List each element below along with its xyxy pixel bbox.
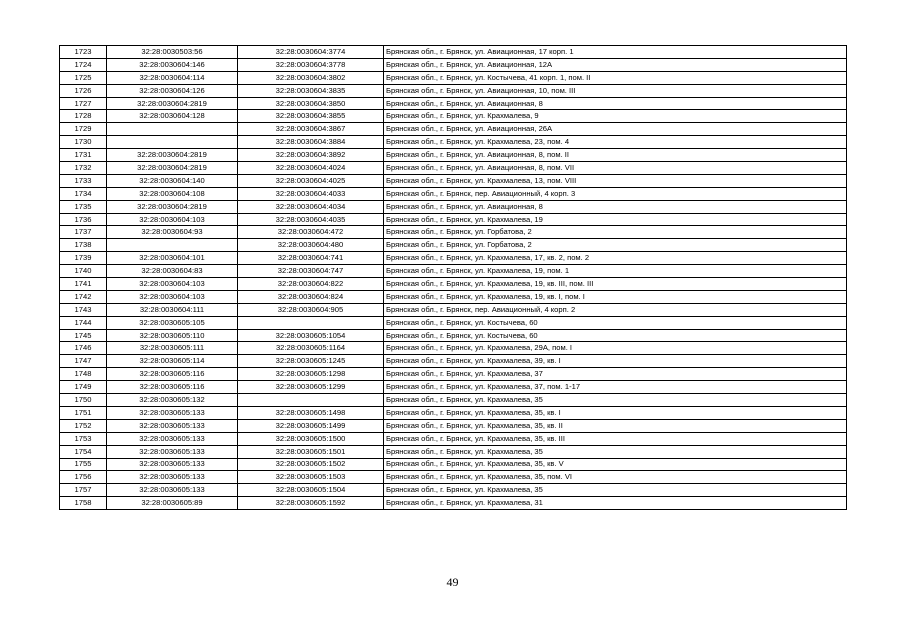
row-number-cell: 1749 bbox=[60, 381, 107, 394]
land-cadastral-number-cell: 32:28:0030605:133 bbox=[107, 432, 238, 445]
table-row bbox=[60, 471, 847, 484]
row-number-cell: 1740 bbox=[60, 265, 107, 278]
table-row bbox=[60, 394, 847, 407]
building-cadastral-number-cell: 32:28:0030604:4025 bbox=[238, 174, 384, 187]
building-cadastral-number-cell: 32:28:0030604:4024 bbox=[238, 162, 384, 175]
building-cadastral-number-cell: 32:28:0030604:3892 bbox=[238, 149, 384, 162]
building-cadastral-number-cell: 32:28:0030605:1245 bbox=[238, 355, 384, 368]
row-number-cell: 1752 bbox=[60, 419, 107, 432]
table-row bbox=[60, 162, 847, 175]
address-cell: Брянская обл., г. Брянск, ул. Горбатова, 2 bbox=[384, 226, 847, 239]
land-cadastral-number-cell: 32:28:0030605:133 bbox=[107, 419, 238, 432]
row-number-cell: 1727 bbox=[60, 97, 107, 110]
address-cell: Брянская обл., г. Брянск, ул. Крахмалева, 13, пом. VIII bbox=[384, 174, 847, 187]
table-row bbox=[60, 84, 847, 97]
table-row bbox=[60, 432, 847, 445]
address-cell: Брянская обл., г. Брянск, ул. Костычева, 60 bbox=[384, 329, 847, 342]
address-cell: Брянская обл., г. Брянск, ул. Крахмалева, 37, пом. 1-17 bbox=[384, 381, 847, 394]
address-cell: Брянская обл., г. Брянск, ул. Крахмалева, 9 bbox=[384, 110, 847, 123]
building-cadastral-number-cell: 32:28:0030605:1502 bbox=[238, 458, 384, 471]
building-cadastral-number-cell: 32:28:0030605:1500 bbox=[238, 432, 384, 445]
land-cadastral-number-cell: 32:28:0030605:133 bbox=[107, 445, 238, 458]
land-cadastral-number-cell: 32:28:0030604:111 bbox=[107, 303, 238, 316]
row-number-cell: 1732 bbox=[60, 162, 107, 175]
address-cell: Брянская обл., г. Брянск, пер. Авиационный, 4 корп. 3 bbox=[384, 187, 847, 200]
building-cadastral-number-cell: 32:28:0030605:1164 bbox=[238, 342, 384, 355]
address-cell: Брянская обл., г. Брянск, ул. Крахмалева, 19, пом. 1 bbox=[384, 265, 847, 278]
table-row bbox=[60, 110, 847, 123]
building-cadastral-number-cell: 32:28:0030604:3835 bbox=[238, 84, 384, 97]
table-row bbox=[60, 252, 847, 265]
building-cadastral-number-cell: 32:28:0030604:822 bbox=[238, 278, 384, 291]
address-cell: Брянская обл., г. Брянск, ул. Крахмалева, 35, кв. I bbox=[384, 406, 847, 419]
land-cadastral-number-cell: 32:28:0030604:83 bbox=[107, 265, 238, 278]
cadastral-table bbox=[59, 45, 847, 510]
table-row bbox=[60, 497, 847, 510]
land-cadastral-number-cell: 32:28:0030604:126 bbox=[107, 84, 238, 97]
building-cadastral-number-cell: 32:28:0030605:1299 bbox=[238, 381, 384, 394]
table-row bbox=[60, 239, 847, 252]
land-cadastral-number-cell: 32:28:0030503:56 bbox=[107, 46, 238, 59]
land-cadastral-number-cell: 32:28:0030605:105 bbox=[107, 316, 238, 329]
table-row bbox=[60, 290, 847, 303]
land-cadastral-number-cell: 32:28:0030604:103 bbox=[107, 213, 238, 226]
row-number-cell: 1725 bbox=[60, 71, 107, 84]
land-cadastral-number-cell: 32:28:0030604:101 bbox=[107, 252, 238, 265]
address-cell: Брянская обл., г. Брянск, ул. Крахмалева, 35, пом. VI bbox=[384, 471, 847, 484]
building-cadastral-number-cell: 32:28:0030604:3884 bbox=[238, 136, 384, 149]
building-cadastral-number-cell: 32:28:0030604:4033 bbox=[238, 187, 384, 200]
address-cell: Брянская обл., г. Брянск, ул. Авиационная, 8, пом. VII bbox=[384, 162, 847, 175]
building-cadastral-number-cell: 32:28:0030604:4034 bbox=[238, 200, 384, 213]
address-cell: Брянская обл., г. Брянск, ул. Крахмалева, 35 bbox=[384, 484, 847, 497]
land-cadastral-number-cell: 32:28:0030605:89 bbox=[107, 497, 238, 510]
row-number-cell: 1724 bbox=[60, 58, 107, 71]
building-cadastral-number-cell: 32:28:0030605:1592 bbox=[238, 497, 384, 510]
land-cadastral-number-cell: 32:28:0030604:114 bbox=[107, 71, 238, 84]
address-cell: Брянская обл., г. Брянск, пер. Авиационный, 4 корп. 2 bbox=[384, 303, 847, 316]
table-row bbox=[60, 342, 847, 355]
land-cadastral-number-cell bbox=[107, 123, 238, 136]
row-number-cell: 1750 bbox=[60, 394, 107, 407]
address-cell: Брянская обл., г. Брянск, ул. Авиационная, 8, пом. II bbox=[384, 149, 847, 162]
table-row bbox=[60, 406, 847, 419]
table-row bbox=[60, 329, 847, 342]
address-cell: Брянская обл., г. Брянск, ул. Крахмалева, 35, кв. III bbox=[384, 432, 847, 445]
row-number-cell: 1731 bbox=[60, 149, 107, 162]
address-cell: Брянская обл., г. Брянск, ул. Крахмалева, 35, кв. V bbox=[384, 458, 847, 471]
row-number-cell: 1723 bbox=[60, 46, 107, 59]
table-row bbox=[60, 419, 847, 432]
address-cell: Брянская обл., г. Брянск, ул. Крахмалева, 35 bbox=[384, 394, 847, 407]
land-cadastral-number-cell: 32:28:0030605:116 bbox=[107, 381, 238, 394]
row-number-cell: 1726 bbox=[60, 84, 107, 97]
building-cadastral-number-cell: 32:28:0030605:1054 bbox=[238, 329, 384, 342]
row-number-cell: 1741 bbox=[60, 278, 107, 291]
table-row bbox=[60, 316, 847, 329]
address-cell: Брянская обл., г. Брянск, ул. Крахмалева, 29А, пом. I bbox=[384, 342, 847, 355]
land-cadastral-number-cell: 32:28:0030604:103 bbox=[107, 278, 238, 291]
row-number-cell: 1751 bbox=[60, 406, 107, 419]
page-number: 49 bbox=[446, 575, 459, 589]
row-number-cell: 1753 bbox=[60, 432, 107, 445]
building-cadastral-number-cell bbox=[238, 394, 384, 407]
building-cadastral-number-cell: 32:28:0030604:4035 bbox=[238, 213, 384, 226]
table-row bbox=[60, 213, 847, 226]
table-row bbox=[60, 368, 847, 381]
address-cell: Брянская обл., г. Брянск, ул. Авиационная, 12А bbox=[384, 58, 847, 71]
building-cadastral-number-cell: 32:28:0030605:1501 bbox=[238, 445, 384, 458]
table-row bbox=[60, 381, 847, 394]
land-cadastral-number-cell: 32:28:0030604:2819 bbox=[107, 200, 238, 213]
building-cadastral-number-cell: 32:28:0030604:3850 bbox=[238, 97, 384, 110]
row-number-cell: 1757 bbox=[60, 484, 107, 497]
land-cadastral-number-cell: 32:28:0030605:116 bbox=[107, 368, 238, 381]
row-number-cell: 1742 bbox=[60, 290, 107, 303]
land-cadastral-number-cell: 32:28:0030604:2819 bbox=[107, 162, 238, 175]
land-cadastral-number-cell: 32:28:0030605:114 bbox=[107, 355, 238, 368]
row-number-cell: 1744 bbox=[60, 316, 107, 329]
building-cadastral-number-cell: 32:28:0030604:741 bbox=[238, 252, 384, 265]
table-row bbox=[60, 149, 847, 162]
table-row bbox=[60, 458, 847, 471]
row-number-cell: 1733 bbox=[60, 174, 107, 187]
address-cell: Брянская обл., г. Брянск, ул. Костычева, 60 bbox=[384, 316, 847, 329]
building-cadastral-number-cell: 32:28:0030604:3867 bbox=[238, 123, 384, 136]
address-cell: Брянская обл., г. Брянск, ул. Крахмалева, 35, кв. II bbox=[384, 419, 847, 432]
address-cell: Брянская обл., г. Брянск, ул. Авиационная, 10, пом. III bbox=[384, 84, 847, 97]
row-number-cell: 1728 bbox=[60, 110, 107, 123]
table-row bbox=[60, 97, 847, 110]
land-cadastral-number-cell: 32:28:0030605:133 bbox=[107, 458, 238, 471]
address-cell: Брянская обл., г. Брянск, ул. Авиационная, 8 bbox=[384, 200, 847, 213]
land-cadastral-number-cell: 32:28:0030604:2819 bbox=[107, 149, 238, 162]
row-number-cell: 1756 bbox=[60, 471, 107, 484]
row-number-cell: 1758 bbox=[60, 497, 107, 510]
land-cadastral-number-cell: 32:28:0030604:93 bbox=[107, 226, 238, 239]
building-cadastral-number-cell: 32:28:0030604:747 bbox=[238, 265, 384, 278]
table-row bbox=[60, 58, 847, 71]
address-cell: Брянская обл., г. Брянск, ул. Авиационная, 17 корп. 1 bbox=[384, 46, 847, 59]
building-cadastral-number-cell: 32:28:0030605:1499 bbox=[238, 419, 384, 432]
table-row bbox=[60, 355, 847, 368]
row-number-cell: 1737 bbox=[60, 226, 107, 239]
land-cadastral-number-cell: 32:28:0030604:140 bbox=[107, 174, 238, 187]
table-row bbox=[60, 200, 847, 213]
building-cadastral-number-cell: 32:28:0030605:1298 bbox=[238, 368, 384, 381]
address-cell: Брянская обл., г. Брянск, ул. Крахмалева, 23, пом. 4 bbox=[384, 136, 847, 149]
land-cadastral-number-cell: 32:28:0030605:132 bbox=[107, 394, 238, 407]
land-cadastral-number-cell: 32:28:0030604:2819 bbox=[107, 97, 238, 110]
land-cadastral-number-cell: 32:28:0030604:103 bbox=[107, 290, 238, 303]
table-row bbox=[60, 174, 847, 187]
table-row bbox=[60, 71, 847, 84]
table-row bbox=[60, 278, 847, 291]
table-row bbox=[60, 484, 847, 497]
land-cadastral-number-cell: 32:28:0030605:133 bbox=[107, 406, 238, 419]
address-cell: Брянская обл., г. Брянск, ул. Крахмалева, 37 bbox=[384, 368, 847, 381]
address-cell: Брянская обл., г. Брянск, ул. Костычева, 41 корп. 1, пом. II bbox=[384, 71, 847, 84]
row-number-cell: 1747 bbox=[60, 355, 107, 368]
row-number-cell: 1735 bbox=[60, 200, 107, 213]
table-row bbox=[60, 226, 847, 239]
land-cadastral-number-cell: 32:28:0030604:108 bbox=[107, 187, 238, 200]
building-cadastral-number-cell: 32:28:0030604:905 bbox=[238, 303, 384, 316]
row-number-cell: 1754 bbox=[60, 445, 107, 458]
building-cadastral-number-cell: 32:28:0030604:480 bbox=[238, 239, 384, 252]
address-cell: Брянская обл., г. Брянск, ул. Авиационная, 8 bbox=[384, 97, 847, 110]
building-cadastral-number-cell: 32:28:0030604:472 bbox=[238, 226, 384, 239]
row-number-cell: 1755 bbox=[60, 458, 107, 471]
building-cadastral-number-cell: 32:28:0030604:3774 bbox=[238, 46, 384, 59]
row-number-cell: 1729 bbox=[60, 123, 107, 136]
address-cell: Брянская обл., г. Брянск, ул. Крахмалева, 19, кв. I, пом. I bbox=[384, 290, 847, 303]
table-row bbox=[60, 123, 847, 136]
table-row bbox=[60, 445, 847, 458]
land-cadastral-number-cell bbox=[107, 136, 238, 149]
land-cadastral-number-cell: 32:28:0030605:133 bbox=[107, 484, 238, 497]
building-cadastral-number-cell: 32:28:0030604:3855 bbox=[238, 110, 384, 123]
building-cadastral-number-cell: 32:28:0030605:1498 bbox=[238, 406, 384, 419]
land-cadastral-number-cell: 32:28:0030604:128 bbox=[107, 110, 238, 123]
table-row bbox=[60, 136, 847, 149]
table-row bbox=[60, 187, 847, 200]
land-cadastral-number-cell: 32:28:0030604:146 bbox=[107, 58, 238, 71]
land-cadastral-number-cell: 32:28:0030605:110 bbox=[107, 329, 238, 342]
table-row bbox=[60, 303, 847, 316]
table-row bbox=[60, 46, 847, 59]
land-cadastral-number-cell: 32:28:0030605:133 bbox=[107, 471, 238, 484]
land-cadastral-number-cell: 32:28:0030605:111 bbox=[107, 342, 238, 355]
address-cell: Брянская обл., г. Брянск, ул. Крахмалева, 19, кв. III, пом. III bbox=[384, 278, 847, 291]
row-number-cell: 1739 bbox=[60, 252, 107, 265]
address-cell: Брянская обл., г. Брянск, ул. Горбатова, 2 bbox=[384, 239, 847, 252]
building-cadastral-number-cell: 32:28:0030604:3802 bbox=[238, 71, 384, 84]
row-number-cell: 1730 bbox=[60, 136, 107, 149]
building-cadastral-number-cell bbox=[238, 316, 384, 329]
table-row bbox=[60, 265, 847, 278]
row-number-cell: 1734 bbox=[60, 187, 107, 200]
address-cell: Брянская обл., г. Брянск, ул. Крахмалева, 17, кв. 2, пом. 2 bbox=[384, 252, 847, 265]
row-number-cell: 1745 bbox=[60, 329, 107, 342]
row-number-cell: 1743 bbox=[60, 303, 107, 316]
building-cadastral-number-cell: 32:28:0030605:1503 bbox=[238, 471, 384, 484]
row-number-cell: 1748 bbox=[60, 368, 107, 381]
land-cadastral-number-cell bbox=[107, 239, 238, 252]
row-number-cell: 1746 bbox=[60, 342, 107, 355]
address-cell: Брянская обл., г. Брянск, ул. Крахмалева, 39, кв. I bbox=[384, 355, 847, 368]
row-number-cell: 1738 bbox=[60, 239, 107, 252]
table-body bbox=[60, 46, 847, 510]
address-cell: Брянская обл., г. Брянск, ул. Крахмалева, 35 bbox=[384, 445, 847, 458]
row-number-cell: 1736 bbox=[60, 213, 107, 226]
building-cadastral-number-cell: 32:28:0030605:1504 bbox=[238, 484, 384, 497]
building-cadastral-number-cell: 32:28:0030604:3778 bbox=[238, 58, 384, 71]
building-cadastral-number-cell: 32:28:0030604:824 bbox=[238, 290, 384, 303]
address-cell: Брянская обл., г. Брянск, ул. Авиационная, 26А bbox=[384, 123, 847, 136]
address-cell: Брянская обл., г. Брянск, ул. Крахмалева, 19 bbox=[384, 213, 847, 226]
address-cell: Брянская обл., г. Брянск, ул. Крахмалева, 31 bbox=[384, 497, 847, 510]
